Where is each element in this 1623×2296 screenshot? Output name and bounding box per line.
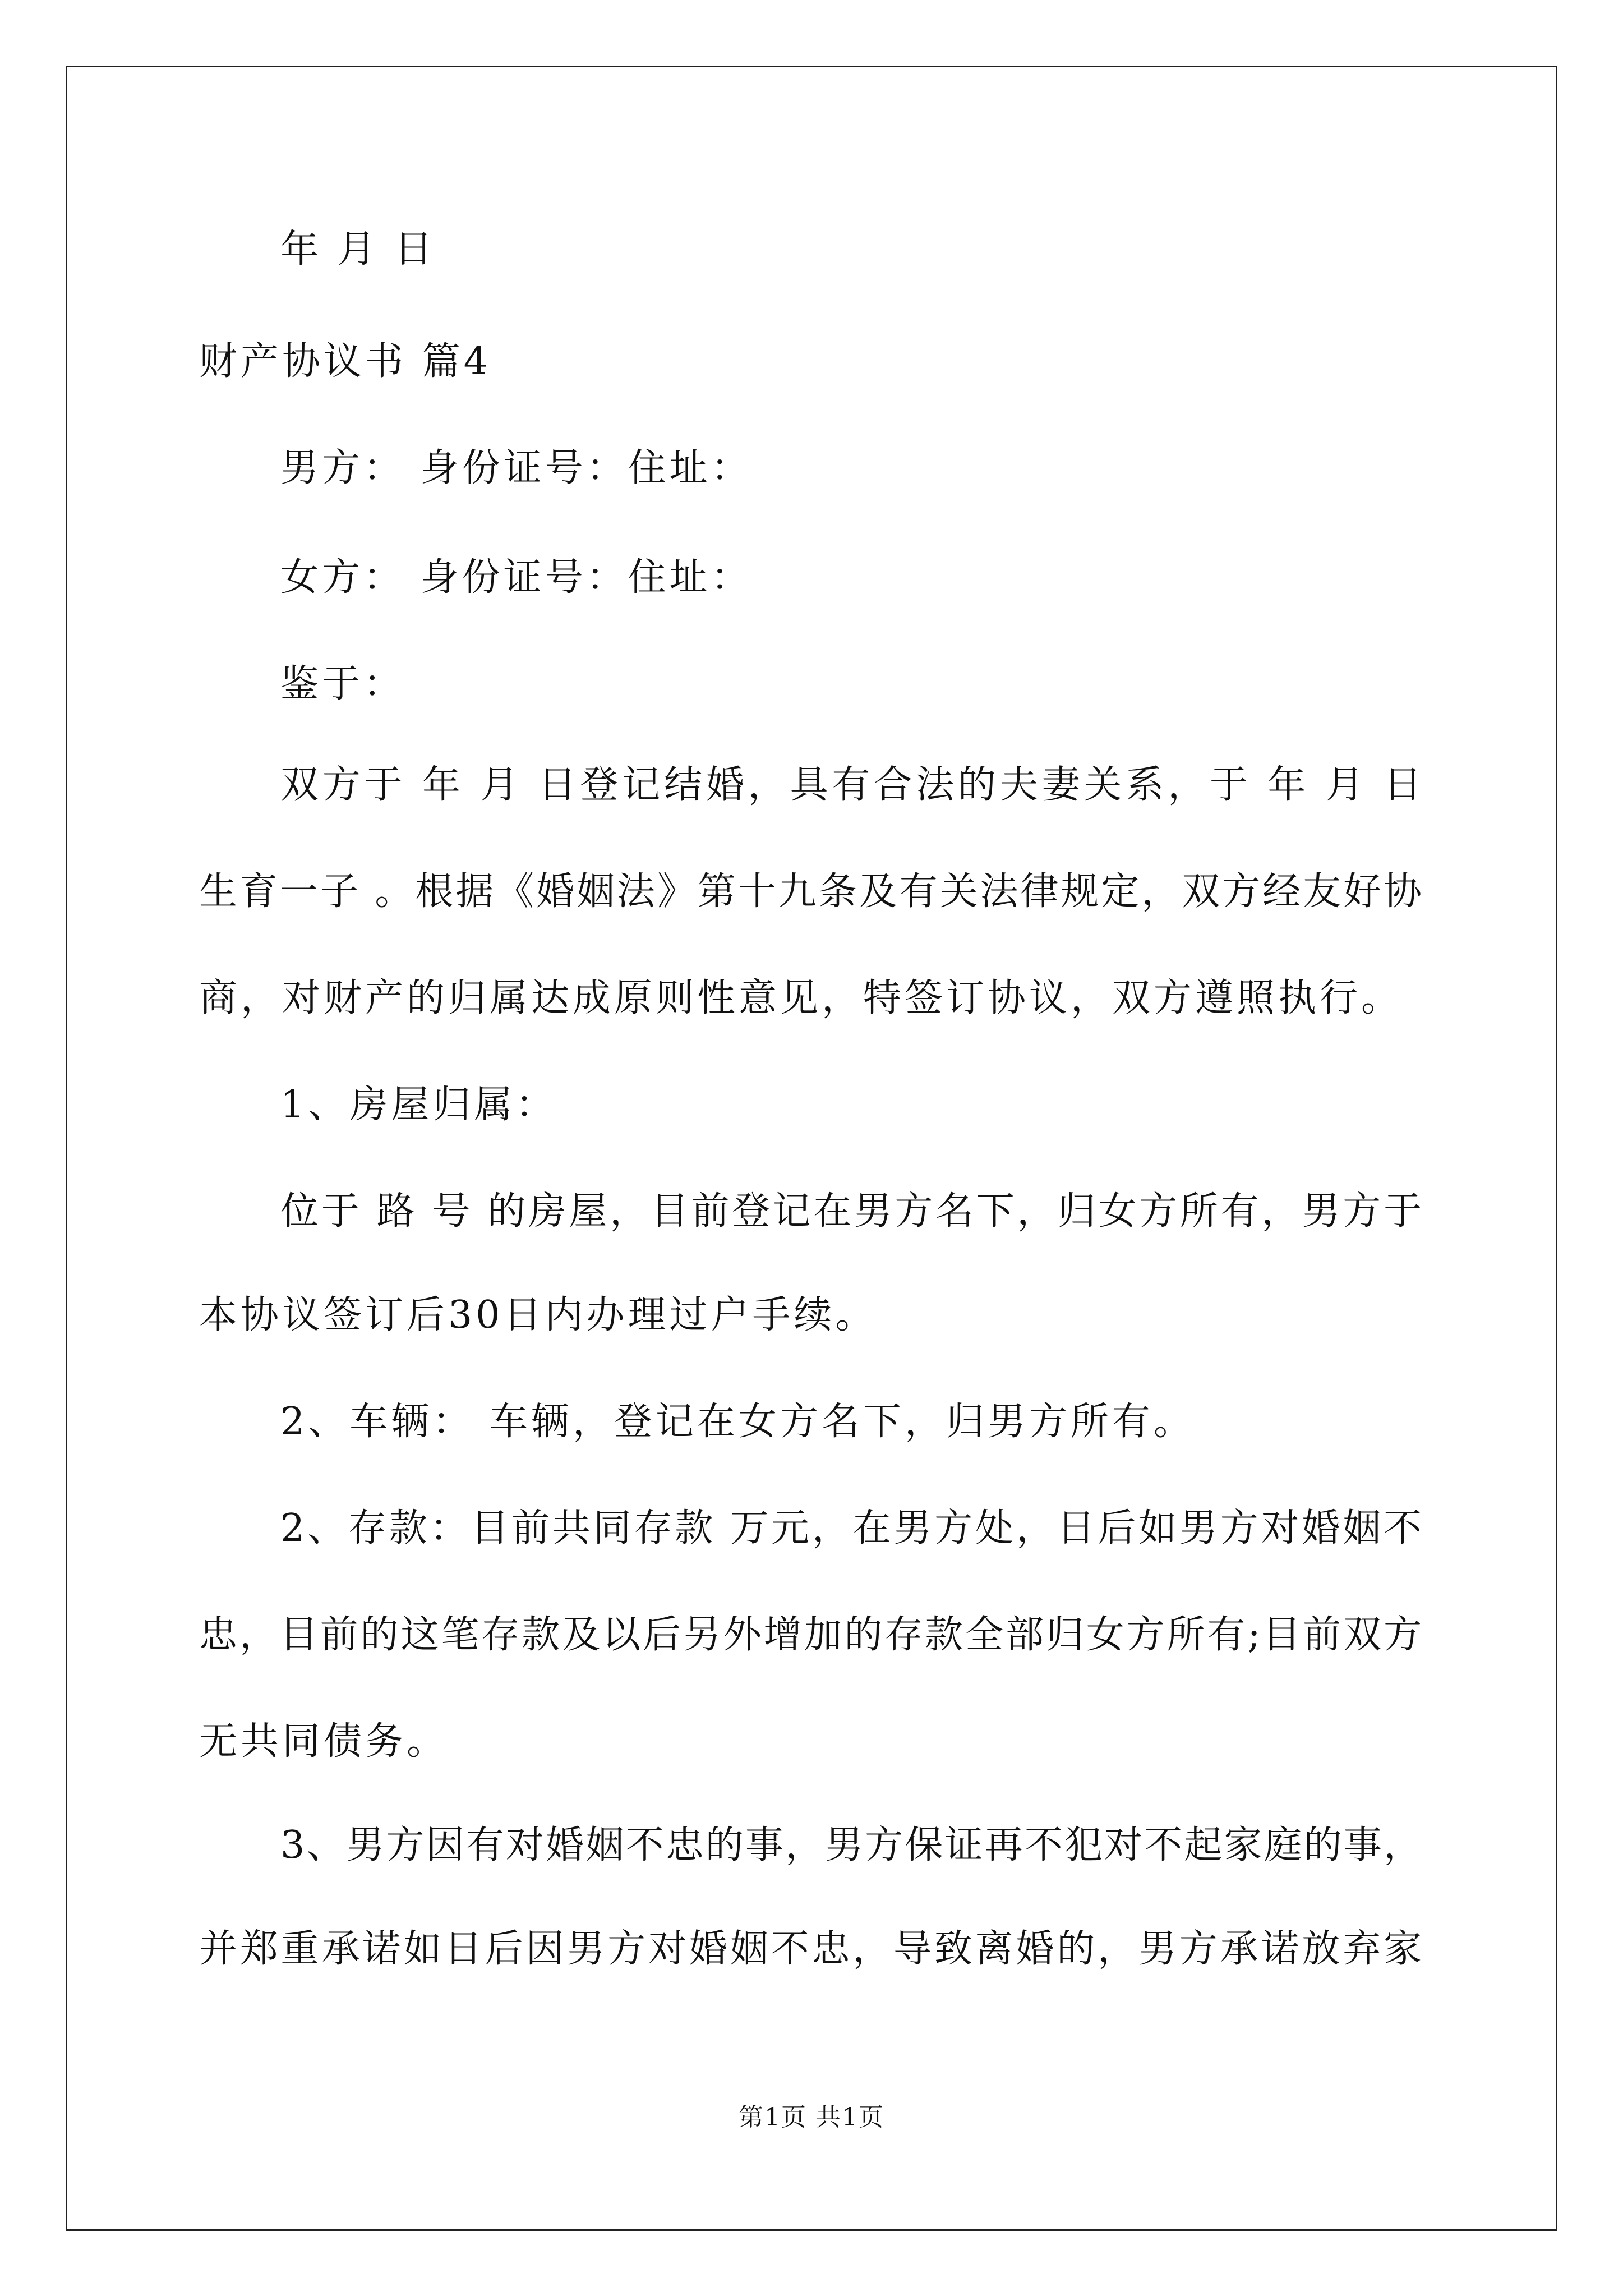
male-party-line: 男方： 身份证号：住址： (280, 446, 753, 490)
page-border (66, 66, 1557, 2231)
paragraph-line: 商，对财产的归属达成原则性意见，特签订协议，双方遵照执行。 (199, 976, 1403, 1020)
paragraph-line: 忠，目前的这笔存款及以后另外增加的存款全部归女方所有;目前双方 (199, 1613, 1422, 1657)
paragraph-line: 双方于 年 月 日登记结婚，具有合法的夫妻关系，于 年 月 日 (280, 763, 1422, 807)
paragraph-line: 3、男方因有对婚姻不忠的事，男方保证再不犯对不起家庭的事， (280, 1823, 1422, 1867)
paragraph-line: 本协议签订后30日内办理过户手续。 (199, 1293, 877, 1337)
paragraph-line: 2、存款：目前共同存款 万元，在男方处，日后如男方对婚姻不 (280, 1506, 1422, 1550)
clause-heading: 1、房屋归属： (280, 1083, 557, 1127)
section-title: 财产协议书 篇4 (199, 339, 491, 384)
page-number-footer: 第1页 共1页 (739, 2103, 884, 2132)
paragraph-line: 无共同债务。 (199, 1719, 449, 1764)
paragraph-line: 并郑重承诺如日后因男方对婚姻不忠，导致离婚的，男方承诺放弃家 (199, 1927, 1422, 1971)
date-line: 年 月 日 (280, 227, 436, 272)
whereas-label: 鉴于： (280, 662, 405, 706)
paragraph-line: 生育一子 。根据《婚姻法》第十九条及有关法律规定，双方经友好协 (199, 869, 1422, 914)
clause-line: 2、车辆： 车辆，登记在女方名下，归男方所有。 (280, 1400, 1195, 1444)
female-party-line: 女方： 身份证号：住址： (280, 555, 753, 600)
paragraph-line: 位于 路 号 的房屋，目前登记在男方名下，归女方所有，男方于 (280, 1189, 1422, 1234)
